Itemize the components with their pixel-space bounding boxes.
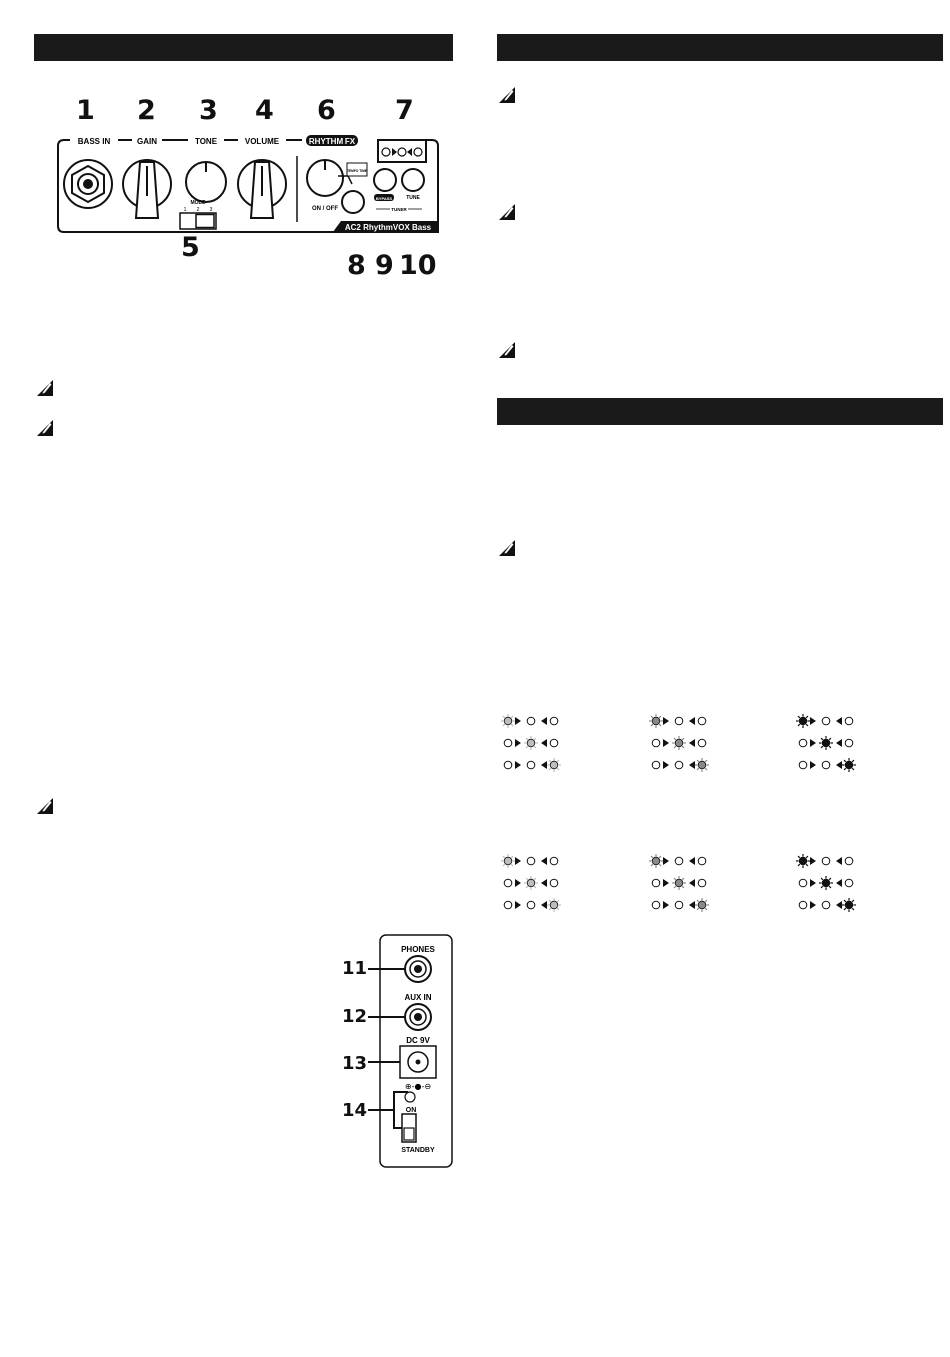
- led-lit-icon: [695, 758, 709, 772]
- led-state-row: [649, 757, 715, 773]
- led-state-row: [649, 853, 715, 869]
- led-off-icon: [698, 717, 706, 725]
- label-tune: TUNE: [406, 195, 420, 201]
- led-off-icon: [550, 739, 558, 747]
- led-lit-icon: [695, 898, 709, 912]
- led-state-row: [649, 897, 715, 913]
- label-dc-9v: DC 9V: [406, 1036, 430, 1045]
- arrow-right-icon: [810, 901, 816, 909]
- label-volume: VOLUME: [244, 137, 280, 146]
- led-off-icon: [527, 901, 535, 909]
- arrow-left-icon: [689, 717, 695, 725]
- note-icon: [497, 340, 517, 360]
- arrow-left-icon: [689, 739, 695, 747]
- arrow-left-icon: [689, 901, 695, 909]
- led-state-row: [796, 875, 862, 891]
- label-tone: TONE: [194, 137, 218, 146]
- arrow-right-icon: [663, 879, 669, 887]
- led-lit-icon: [672, 876, 686, 890]
- led-state-row: [796, 853, 862, 869]
- arrow-left-icon: [541, 717, 547, 725]
- led-off-icon: [822, 717, 830, 725]
- arrow-right-icon: [515, 739, 521, 747]
- arrow-right-icon: [810, 761, 816, 769]
- arrow-right-icon: [663, 761, 669, 769]
- callout-13: 13: [342, 1053, 368, 1074]
- note-icon: [35, 378, 55, 398]
- callout-3: 3: [199, 95, 218, 126]
- led-off-icon: [652, 901, 660, 909]
- led-state-row: [796, 713, 862, 729]
- polarity-symbol: ⊕-●-⊖: [404, 1082, 432, 1091]
- label-gain: GAIN: [137, 137, 157, 146]
- arrow-right-icon: [515, 879, 521, 887]
- led-lit-icon: [501, 854, 515, 868]
- callout-8: 8: [347, 250, 366, 281]
- arrow-left-icon: [836, 739, 842, 747]
- led-state-row: [501, 713, 567, 729]
- led-off-icon: [504, 739, 512, 747]
- rear-panel-diagram: [360, 932, 460, 1172]
- led-lit-icon: [672, 736, 686, 750]
- label-standby: STANDBY: [401, 1147, 435, 1154]
- arrow-left-icon: [836, 901, 842, 909]
- led-state-row: [649, 875, 715, 891]
- label-rhythm: RHYTHM: [308, 137, 344, 146]
- callout-4: 4: [255, 95, 274, 126]
- note-icon: [497, 538, 517, 558]
- led-off-icon: [675, 901, 683, 909]
- left-section-header-bar: [34, 34, 453, 61]
- arrow-right-icon: [810, 857, 816, 865]
- led-off-icon: [698, 879, 706, 887]
- led-off-icon: [799, 739, 807, 747]
- arrow-right-icon: [515, 717, 521, 725]
- led-state-row: [796, 757, 862, 773]
- led-lit-icon: [819, 876, 833, 890]
- led-state-row: [501, 853, 567, 869]
- callout-10: 10: [399, 250, 437, 281]
- label-on-off: ON / OFF: [312, 206, 338, 212]
- label-tempo-time: TEMPO TIME: [347, 169, 367, 173]
- led-lit-icon: [524, 876, 538, 890]
- arrow-right-icon: [515, 857, 521, 865]
- label-bypass: BYPASS: [375, 196, 393, 201]
- led-off-icon: [799, 761, 807, 769]
- led-lit-icon: [649, 854, 663, 868]
- led-off-icon: [675, 761, 683, 769]
- led-state-row: [501, 875, 567, 891]
- arrow-left-icon: [689, 761, 695, 769]
- led-off-icon: [822, 857, 830, 865]
- label-aux-in: AUX IN: [404, 993, 432, 1002]
- mode-pos-1: 1: [183, 207, 187, 213]
- label-fx: FX: [344, 137, 356, 146]
- led-off-icon: [675, 717, 683, 725]
- callout-9: 9: [375, 250, 394, 281]
- arrow-left-icon: [689, 857, 695, 865]
- callout-11: 11: [342, 958, 368, 979]
- led-off-icon: [527, 717, 535, 725]
- arrow-left-icon: [836, 857, 842, 865]
- power-indicator: [405, 1092, 415, 1102]
- label-mode: MODE: [190, 200, 206, 206]
- led-off-icon: [698, 739, 706, 747]
- led-off-icon: [652, 739, 660, 747]
- led-off-icon: [799, 901, 807, 909]
- label-on: ON: [405, 1107, 417, 1114]
- callout-1: 1: [76, 95, 95, 126]
- led-state-row: [501, 897, 567, 913]
- led-off-icon: [799, 879, 807, 887]
- arrow-right-icon: [663, 739, 669, 747]
- led-off-icon: [527, 761, 535, 769]
- led-lit-icon: [796, 714, 810, 728]
- led-off-icon: [550, 879, 558, 887]
- led-off-icon: [698, 857, 706, 865]
- callout-14: 14: [342, 1100, 368, 1121]
- led-off-icon: [504, 879, 512, 887]
- bypass-button[interactable]: [374, 169, 396, 191]
- arrow-right-icon: [810, 717, 816, 725]
- led-off-icon: [504, 901, 512, 909]
- right-section-header-bar-2: [497, 398, 943, 425]
- note-icon: [497, 202, 517, 222]
- label-tuner: TUNER: [391, 207, 407, 212]
- led-state-row: [501, 735, 567, 751]
- arrow-left-icon: [836, 761, 842, 769]
- led-state-row: [649, 735, 715, 751]
- led-off-icon: [550, 717, 558, 725]
- arrow-right-icon: [515, 761, 521, 769]
- note-icon: [35, 418, 55, 438]
- arrow-right-icon: [663, 717, 669, 725]
- led-off-icon: [504, 761, 512, 769]
- note-icon: [35, 796, 55, 816]
- led-lit-icon: [842, 758, 856, 772]
- led-lit-icon: [524, 736, 538, 750]
- arrow-left-icon: [836, 717, 842, 725]
- led-lit-icon: [547, 758, 561, 772]
- label-bass-in: BASS IN: [77, 137, 111, 146]
- callout-12: 12: [342, 1006, 368, 1027]
- led-off-icon: [652, 761, 660, 769]
- led-off-icon: [822, 901, 830, 909]
- callout-7: 7: [395, 95, 414, 126]
- led-off-icon: [845, 857, 853, 865]
- led-off-icon: [845, 717, 853, 725]
- arrow-left-icon: [541, 761, 547, 769]
- tempo-button[interactable]: [342, 191, 364, 213]
- note-icon: [497, 85, 517, 105]
- arrow-left-icon: [836, 879, 842, 887]
- tuner-led-box: [378, 140, 426, 162]
- led-lit-icon: [819, 736, 833, 750]
- label-phones: PHONES: [401, 945, 435, 954]
- callout-6: 6: [317, 95, 336, 126]
- top-panel-diagram: [48, 126, 448, 254]
- led-state-row: [649, 713, 715, 729]
- arrow-left-icon: [689, 879, 695, 887]
- right-section-header-bar: [497, 34, 943, 61]
- arrow-left-icon: [541, 901, 547, 909]
- led-off-icon: [822, 761, 830, 769]
- arrow-left-icon: [541, 879, 547, 887]
- model-name: AC2 RhythmVOX Bass: [344, 223, 432, 232]
- led-off-icon: [675, 857, 683, 865]
- led-off-icon: [845, 879, 853, 887]
- led-state-row: [796, 897, 862, 913]
- arrow-right-icon: [810, 879, 816, 887]
- led-state-row: [501, 757, 567, 773]
- led-lit-icon: [842, 898, 856, 912]
- led-off-icon: [845, 739, 853, 747]
- mode-pos-3: 3: [209, 207, 213, 213]
- led-off-icon: [550, 857, 558, 865]
- led-state-row: [796, 735, 862, 751]
- led-lit-icon: [649, 714, 663, 728]
- arrow-right-icon: [663, 857, 669, 865]
- arrow-right-icon: [810, 739, 816, 747]
- mode-pos-2: 2: [196, 207, 200, 213]
- arrow-right-icon: [663, 901, 669, 909]
- led-lit-icon: [547, 898, 561, 912]
- led-off-icon: [652, 879, 660, 887]
- led-lit-icon: [796, 854, 810, 868]
- callout-2: 2: [137, 95, 156, 126]
- arrow-right-icon: [515, 901, 521, 909]
- arrow-left-icon: [541, 739, 547, 747]
- led-lit-icon: [501, 714, 515, 728]
- led-off-icon: [527, 857, 535, 865]
- callout-5: 5: [181, 232, 200, 263]
- tune-button[interactable]: [402, 169, 424, 191]
- arrow-left-icon: [541, 857, 547, 865]
